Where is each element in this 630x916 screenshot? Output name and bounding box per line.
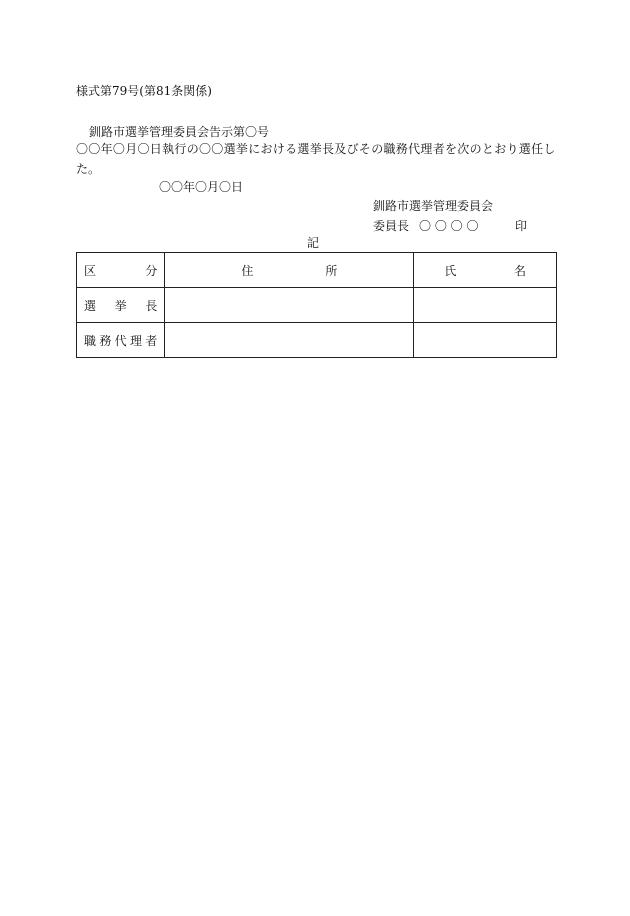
chair-signature-line — [373, 219, 527, 233]
appointment-table — [76, 252, 557, 358]
name-cell — [414, 288, 557, 323]
name-cell — [414, 323, 557, 358]
chair-name-placeholder: 〇 〇 〇 〇 — [419, 219, 479, 233]
table-row — [77, 288, 557, 323]
section-heading: 記 — [307, 236, 320, 250]
row-label-deputy: 職 務 代 理 者 — [77, 323, 165, 358]
header-name: 氏 名 — [414, 253, 557, 288]
header-category: 区 分 — [77, 253, 165, 288]
address-cell — [165, 323, 414, 358]
address-cell — [165, 288, 414, 323]
notice-number: 釧路市選挙管理委員会告示第〇号 — [89, 125, 270, 139]
notice-body-line-1: 〇〇年〇月〇日執行の〇〇選挙における選挙長及びその職務代理者を次のとおり選任し — [76, 142, 556, 156]
seal-mark: 印 — [515, 219, 528, 233]
table-row — [77, 323, 557, 358]
row-label-election-chief: 選 挙 長 — [77, 288, 165, 323]
header-address: 住 所 — [165, 253, 414, 288]
committee-name: 釧路市選挙管理委員会 — [373, 199, 494, 213]
notice-body-line-2: た。 — [76, 162, 101, 176]
form-number: 様式第79号(第81条関係) — [76, 84, 212, 98]
chair-label: 委員長 — [373, 219, 410, 233]
notice-date: 〇〇年〇月〇日 — [159, 180, 244, 194]
table-header-row — [77, 253, 557, 288]
